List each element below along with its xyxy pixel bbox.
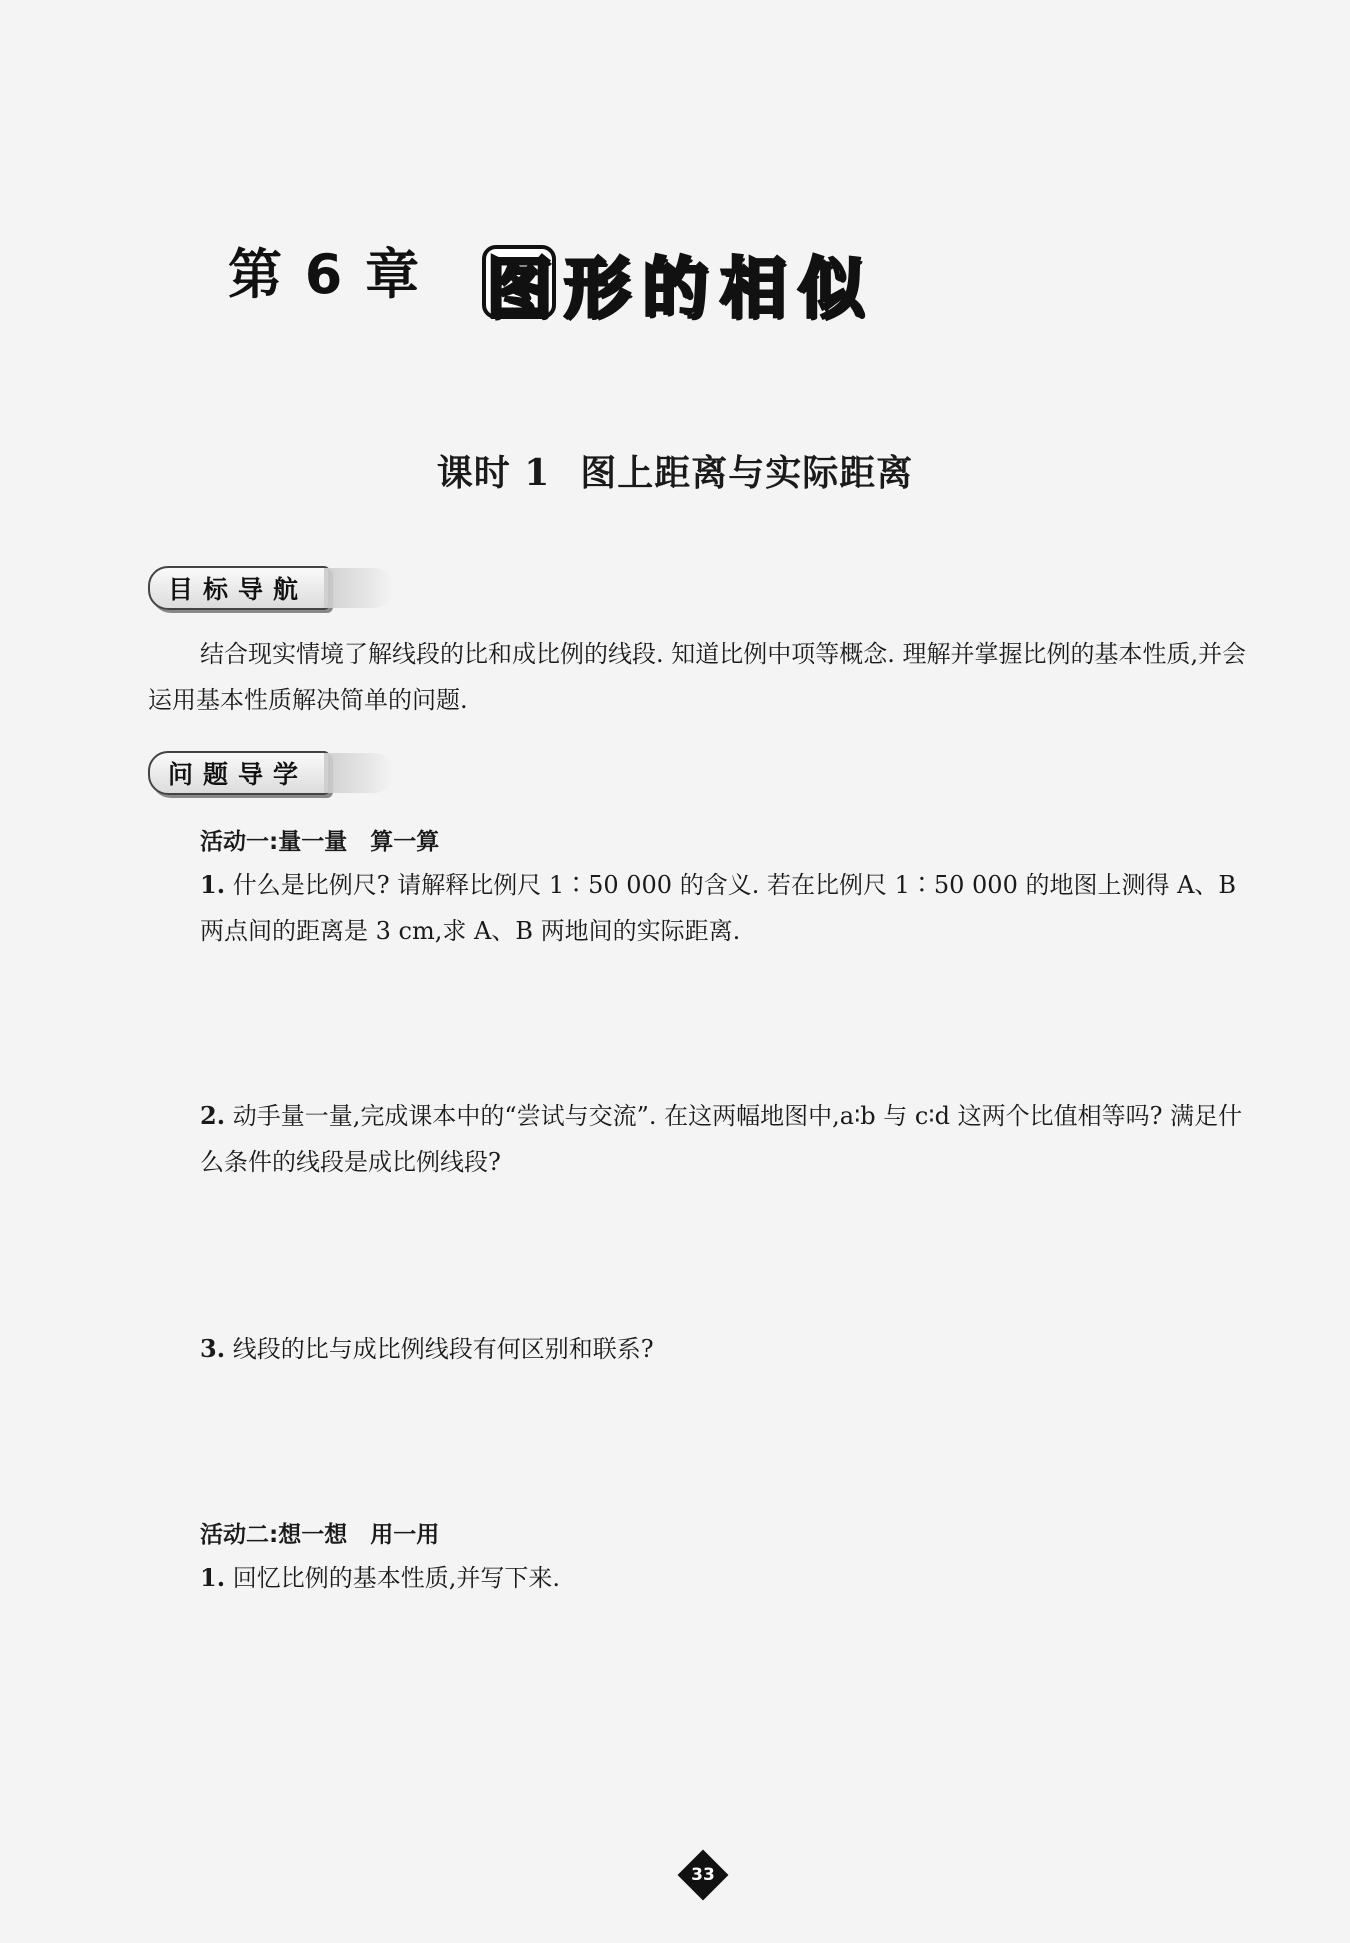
- goals-badge-label: 目标导航: [148, 566, 330, 610]
- question-number: 1.: [200, 870, 226, 899]
- goals-text: 结合现实情境了解线段的比和成比例的线段. 知道比例中项等概念. 理解并掌握比例的基本性质,并会运用基本性质解决简单的问题.: [148, 640, 1247, 714]
- lesson-heading: [0, 445, 1350, 496]
- question-number: 2.: [200, 1101, 226, 1130]
- chapter-title-char: 相: [720, 249, 786, 327]
- question: [148, 1555, 1263, 1601]
- question-number: 3.: [200, 1334, 226, 1363]
- activity-2-title: 活动二:想一想 用一用: [200, 1522, 440, 1548]
- guide-badge: [148, 751, 394, 795]
- chapter-title-char: 形: [564, 249, 630, 327]
- question: [148, 862, 1263, 954]
- lesson-label: 课时 1: [436, 452, 551, 494]
- page-number: [681, 1853, 725, 1897]
- question-number: 1.: [200, 1563, 226, 1592]
- chapter-title: [482, 245, 868, 327]
- question-text: 什么是比例尺? 请解释比例尺 1∶50 000 的含义. 若在比例尺 1∶50 000 的地图上测得 A、B 两点间的距离是 3 cm,求 A、B 两地间的实际距离.: [200, 871, 1237, 945]
- question-text: 线段的比与成比例线段有何区别和联系?: [232, 1335, 654, 1363]
- question-text: 动手量一量,完成课本中的“尝试与交流”. 在这两幅地图中,a∶b 与 c∶d 这两个比值相等吗? 满足什么条件的线段是成比例线段?: [200, 1102, 1243, 1176]
- question: [148, 1326, 1263, 1372]
- activity-1-title: 活动一:量一量 算一算: [200, 829, 440, 855]
- chapter-title-char: 的: [642, 249, 708, 327]
- guide-badge-label: 问题导学: [148, 751, 330, 795]
- chapter-title-char: 图: [482, 245, 556, 319]
- page-number-label: 33: [691, 1865, 715, 1885]
- question: [148, 1093, 1263, 1185]
- chapter-title-char: 似: [798, 249, 864, 327]
- chapter-number: 第 6 章: [228, 243, 422, 306]
- question-text: 回忆比例的基本性质,并写下来.: [232, 1564, 560, 1592]
- goals-badge: [148, 566, 394, 610]
- lesson-title: 图上距离与实际距离: [580, 452, 914, 494]
